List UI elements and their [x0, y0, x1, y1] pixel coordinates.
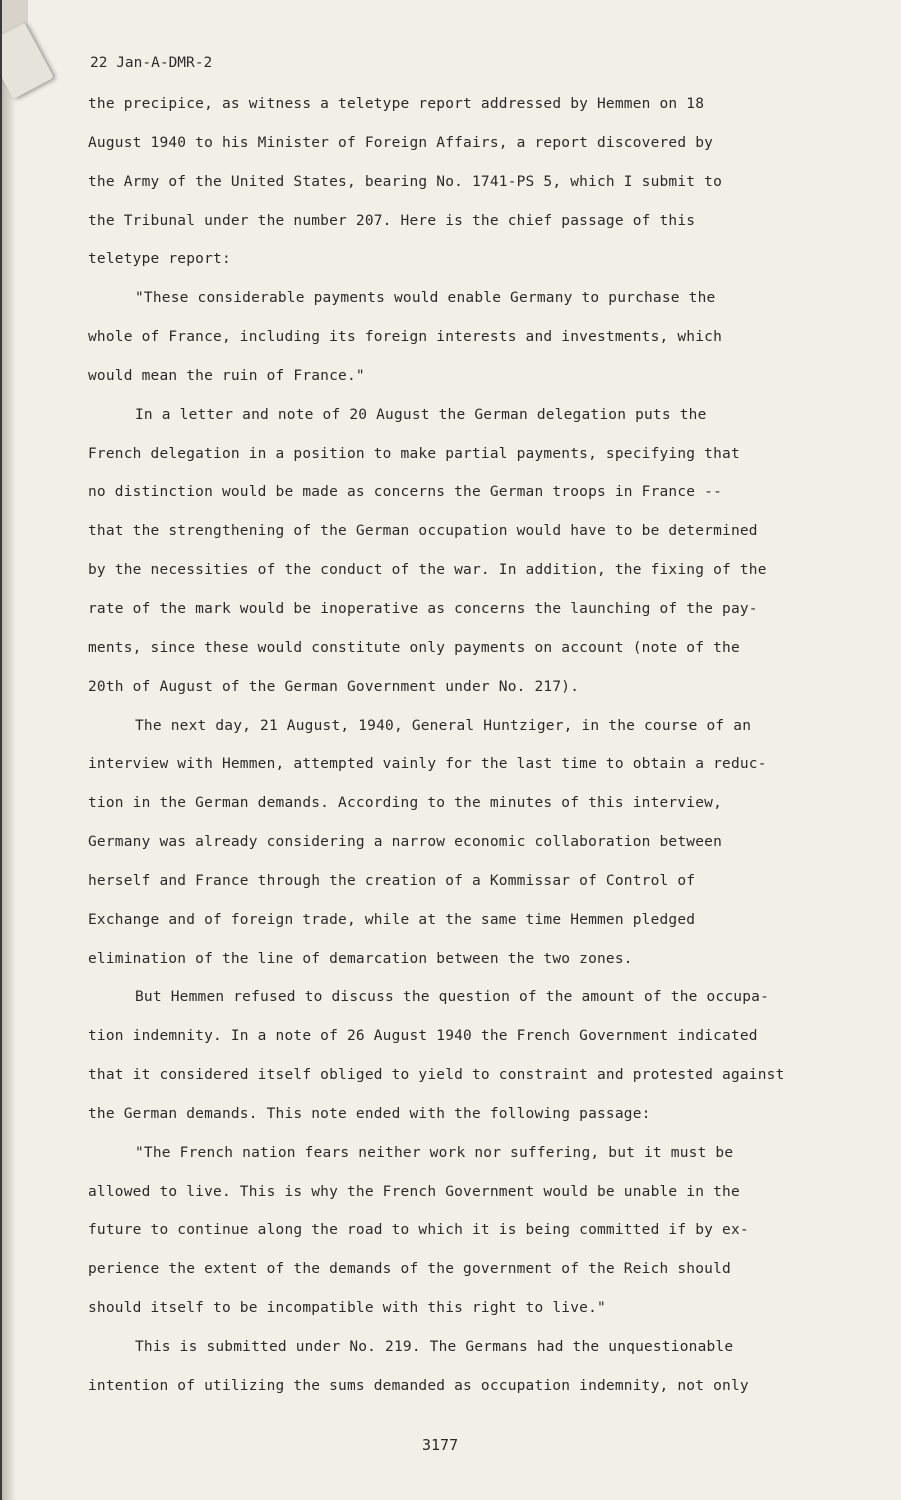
text-line: the Tribunal under the number 207. Here is the chief passage of this: [88, 212, 696, 229]
text-line: tion indemnity. In a note of 26 August 1940 the French Government indicated: [88, 1028, 758, 1045]
text-line: elimination of the line of demarcation between the two zones.: [88, 950, 633, 967]
text-line: In a letter and note of 20 August the German delegation puts the: [135, 406, 707, 423]
text-line: August 1940 to his Minister of Foreign Affairs, a report discovered by: [88, 134, 714, 151]
text-line: teletype report:: [88, 251, 231, 268]
page-number: 3177: [422, 1436, 459, 1454]
text-line: "The French nation fears neither work nor suffering, but it must be: [135, 1144, 734, 1161]
text-line: 20th of August of the German Government under No. 217).: [88, 678, 580, 695]
text-line: perience the extent of the demands of the government of the Reich should: [88, 1261, 731, 1278]
text-line: by the necessities of the conduct of the war. In addition, the fixing of the: [88, 562, 767, 579]
text-line: that it considered itself obliged to yield to constraint and protested against: [88, 1067, 785, 1084]
document-page: [2, 0, 901, 1500]
document-reference: 22 Jan-A-DMR-2: [90, 55, 213, 71]
text-line: The next day, 21 August, 1940, General Huntziger, in the course of an: [135, 717, 752, 734]
text-line: the precipice, as witness a teletype report addressed by Hemmen on 18: [88, 96, 705, 112]
text-line: the German demands. This note ended with the following passage:: [88, 1105, 651, 1122]
text-line: tion in the German demands. According to the minutes of this interview,: [88, 795, 723, 812]
text-line: no distinction would be made as concerns the German troops in France --: [88, 484, 723, 501]
text-line: should itself to be incompatible with this right to live.": [88, 1300, 606, 1317]
text-line: This is submitted under No. 219. The Germans had the unquestionable: [135, 1339, 734, 1355]
folded-corner: [2, 23, 54, 99]
text-line: Exchange and of foreign trade, while at the same time Hemmen pledged: [88, 911, 696, 928]
text-line: intention of utilizing the sums demanded as occupation indemnity, not only: [88, 1377, 749, 1394]
text-line: "These considerable payments would enable Germany to purchase the: [135, 290, 716, 307]
text-line: interview with Hemmen, attempted vainly for the last time to obtain a reduc-: [88, 756, 767, 773]
text-line: allowed to live. This is why the French Government would be unable in the: [88, 1183, 740, 1200]
text-line: whole of France, including its foreign interests and investments, which: [88, 329, 723, 346]
body-text: [88, 93, 888, 1414]
text-line: French delegation in a position to make partial payments, specifying that: [88, 445, 740, 462]
text-line: Germany was already considering a narrow economic collaboration between: [88, 834, 723, 851]
text-line: that the strengthening of the German occupation would have to be determined: [88, 523, 758, 540]
text-line: the Army of the United States, bearing No. 1741-PS 5, which I submit to: [88, 173, 723, 190]
text-line: future to continue along the road to which it is being committed if by ex-: [88, 1222, 749, 1239]
text-line: would mean the ruin of France.": [88, 367, 365, 384]
page-edge-shadow: [2, 0, 16, 1500]
text-line: ments, since these would constitute only payments on account (note of the: [88, 639, 740, 656]
text-line: But Hemmen refused to discuss the question of the amount of the occupa-: [135, 989, 770, 1006]
text-line: rate of the mark would be inoperative as concerns the launching of the pay-: [88, 600, 758, 617]
text-line: herself and France through the creation of a Kommissar of Control of: [88, 872, 696, 889]
